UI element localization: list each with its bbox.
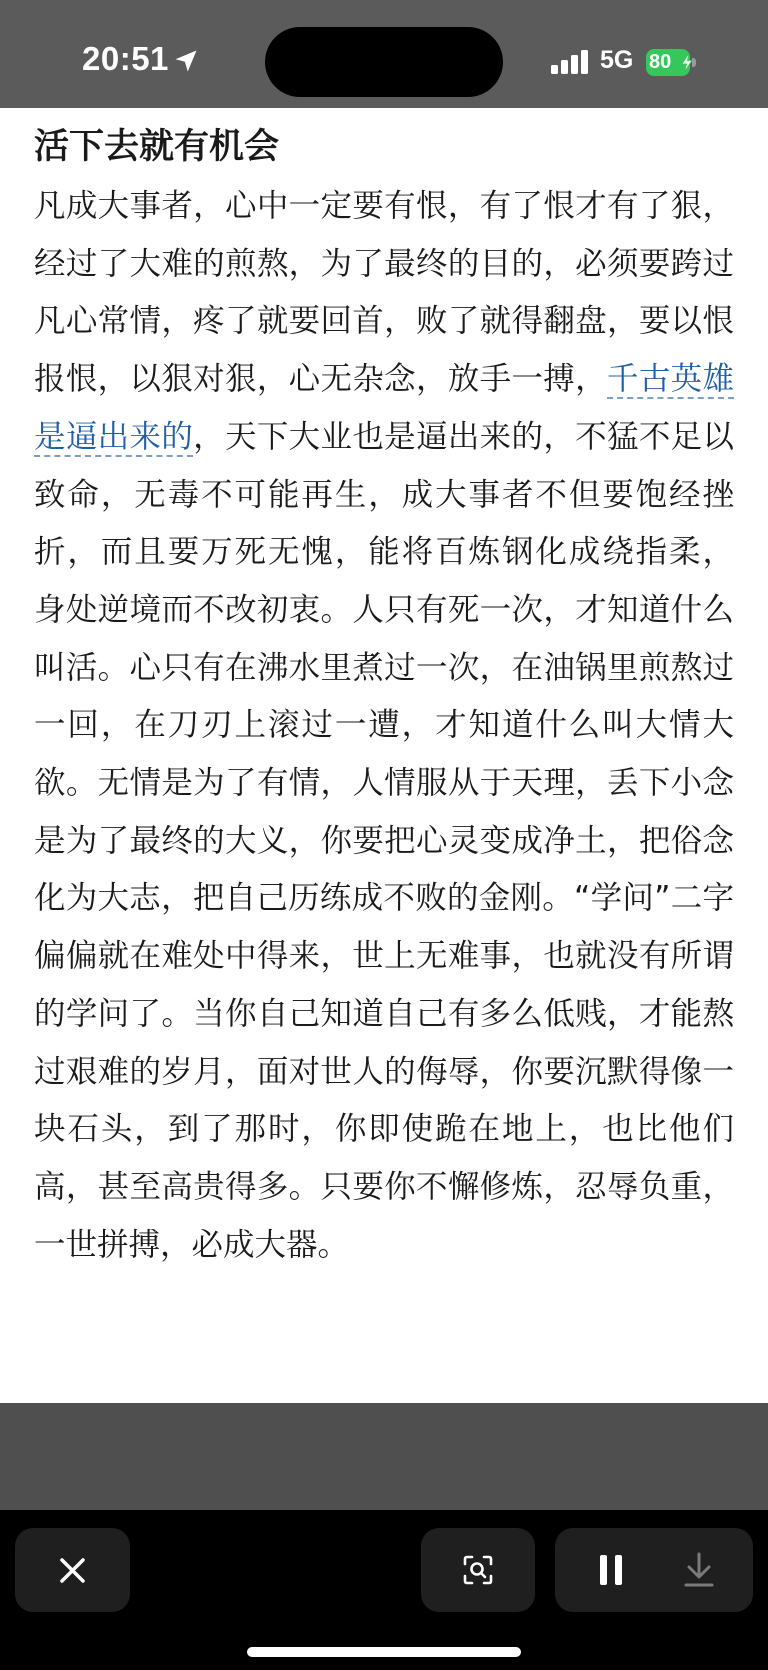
article-body	[34, 178, 734, 1274]
dynamic-island	[265, 27, 503, 97]
battery-percent: 80	[649, 51, 672, 73]
article-title: 活下去就有机会	[34, 127, 280, 167]
article-link[interactable]: 千古英雄是逼出来的	[34, 361, 734, 455]
cellular-signal-icon	[551, 50, 589, 74]
article-text-before-link: 凡成大事者，心中一定要有恨，有了恨才有了狠，经过了大难的煎熬，为了最终的目的，必须要跨过凡心常情，疼了就要回首，败了就得翻盘，要以恨报恨，以狠对狠，心无杂念，放手一搏，	[34, 188, 734, 398]
article-text-after-link: ，天下大业也是逼出来的，不猛不足以致命，无毒不可能再生，成大事者不但要饱经挫折，而且要万死无愧，能将百炼钢化成绕指柔， 身处逆境而不改初衷。人只有死一次，才知道什么叫活。心只有在沸水里煮过一次，在油锅里煎熬过一回，在刀刃上滚过一遭，才知道什么叫大情大欲。无情是为了有情，人情服从于天理，丢下小念是为了最终的大义，你要把心灵变成净土，把俗念化为大志，把自己历练成不败的金刚。“学问”二字偏偏就在难处中得来，世上无难事，也就没有所谓的学问了。当你自己知道自己有多么低贱，才能熬过艰难的岁月，面对世人的侮辱，你要沉默得像一块石头，到了那时，你即使跪在地上，也比他们高，甚至高贵得多。只要你不懈修炼，忍辱负重，一世拼搏，必成大器。	[34, 418, 734, 1263]
bottom-toolbar	[0, 1510, 768, 1670]
text-scan-button[interactable]	[421, 1528, 535, 1612]
battery-indicator	[646, 49, 696, 76]
article	[0, 108, 768, 1403]
home-indicator[interactable]	[247, 1647, 521, 1657]
close-button[interactable]	[15, 1528, 130, 1612]
battery-cap	[692, 58, 696, 67]
status-time: 20:51	[82, 40, 169, 77]
location-arrow-icon	[172, 47, 200, 75]
status-bar	[0, 0, 768, 108]
download-icon	[683, 1552, 715, 1588]
pause-button[interactable]	[555, 1528, 655, 1612]
network-type: 5G	[600, 46, 634, 74]
pause-icon	[599, 1554, 623, 1586]
download-button[interactable]	[655, 1528, 753, 1612]
close-icon	[59, 1557, 86, 1584]
playback-controls	[555, 1528, 753, 1612]
text-scan-icon	[462, 1554, 494, 1586]
